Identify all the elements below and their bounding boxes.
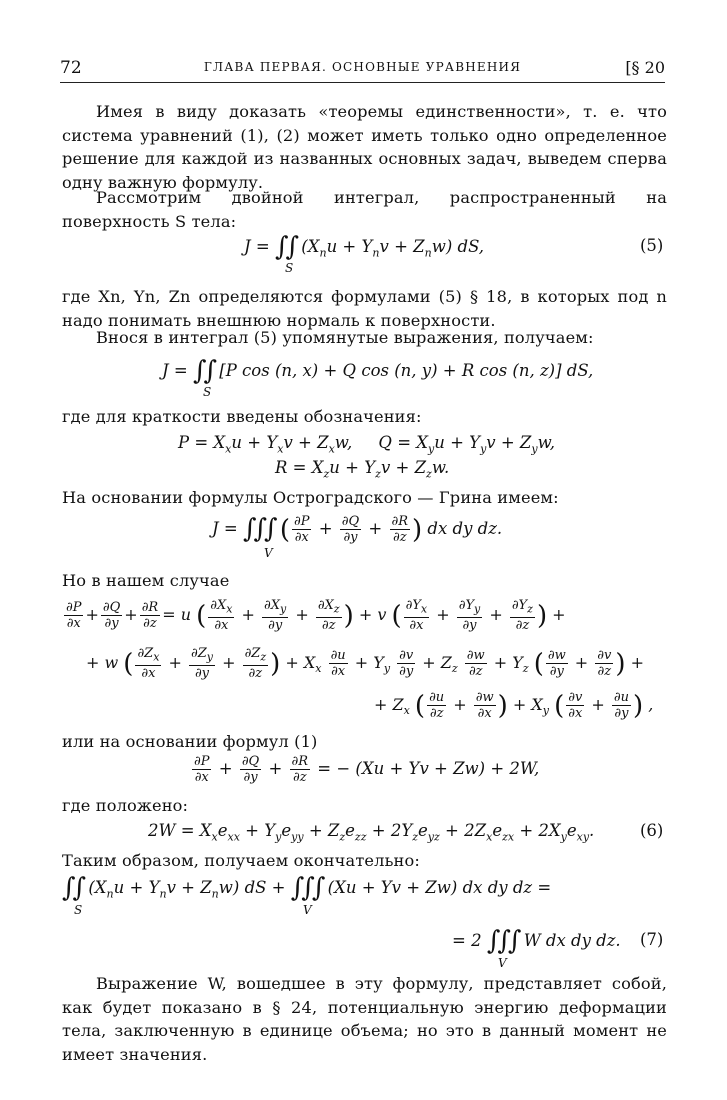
paragraph-notation: где для краткости введены обозначения: (62, 407, 422, 426)
surface-subscript: S (285, 261, 294, 275)
paragraph-energy: Выражение W, вошедшее в эту формулу, представляет собой, как будет показано в § 24, потенциальную энергию деформации тела, заключенную в единице объема; но это в данный момент не имеет значения. (62, 974, 667, 1064)
surface-subscript-3: S (74, 903, 83, 917)
volume-subscript: V (264, 546, 273, 560)
equation-7-line1: ∫∫ $(X_nu + Y_nv + Z_nw)$ dS + ∫∫∫ (Xu + Yv + Zw) dx dy dz = (62, 873, 552, 903)
paragraph-our-case: Но в нашем случае (62, 571, 230, 590)
equation-number-5: (5) (640, 236, 664, 255)
page-number: 72 (60, 58, 82, 78)
paragraph-intro: Имея в виду доказать «теоремы единственности», т. е. что система уравнений (1), (2) может иметь только одно определенное решение для каждой из названных основных задач, выведем сперва одну важную формулу. (62, 102, 667, 192)
paragraph-double-integral: Рассмотрим двойной интеграл, распространенный на поверхность S тела: (62, 188, 667, 231)
equation-7-line2: = 2 ∫∫∫ W dx dy dz. (452, 926, 621, 956)
equation-expansion-1: $\frac{\partial P}{\partial x}$ + $\frac{\partial Q}{\partial y}$ + $\frac{\partial R}{\partial z}$ = u ( $\frac{\partial X_x}{\partial x}$ + $\frac{\partial X_y}{\partial y}$ + $\frac{\partial X_z}{\partial z}$ ) + v ( $\frac{\partial Y_x}{\partial x}$ + $\frac{\partial Y_y}{\partial y}$ + $\frac{\partial Y_z}{\partial z}$ ) + (66, 598, 566, 633)
equation-r: $R = X_zu + Y_zv + Z_zw$. (275, 458, 450, 481)
section-ref: [§ 20 (625, 58, 665, 77)
paragraph-ostrogradsky: На основании формулы Остроградского — Грина имеем: (62, 488, 559, 507)
paragraph-put: где положено: (62, 796, 189, 815)
equation-6: $2W = X_xe_{xx} + Y_ye_{yy} + Z_ze_{zz} + 2Y_ze_{yz} + 2Z_xe_{zx} + 2X_ye_{xy}$. (148, 821, 595, 844)
paragraph-normal: где Xn, Yn, Zn определяются формулами (5) § 18, в которых под n надо понимать внешнюю нормаль к поверхности. (62, 287, 667, 330)
equation-number-7: (7) (640, 930, 664, 949)
equation-number-6: (6) (640, 821, 664, 840)
equation-cos: J = ∫∫ [P cos (n, x) + Q cos (n, y) + R cos (n, z)] dS, (162, 356, 594, 386)
equation-triple: J = ∫∫∫ ( $\frac{\partial P}{\partial x}$ + $\frac{\partial Q}{\partial y}$ + $\frac{\partial R}{\partial z}$ ) dx dy dz. (212, 514, 503, 545)
paragraph-substitution: Внося в интеграл (5) упомянутые выражения, получаем: (96, 328, 594, 347)
equation-pq: $P = X_xu + Y_xv + Z_xw$, $Q = X_yu + Y_yv + Z_yw$, (178, 433, 556, 456)
equation-expansion-2: + w ( $\frac{\partial Z_x}{\partial x}$ + $\frac{\partial Z_y}{\partial y}$ + $\frac{\partial Z_z}{\partial z}$ ) + $X_x$ $\frac{\partial u}{\partial x}$ + $Y_y$ $\frac{\partial v}{\partial y}$ + $Z_z$ $\frac{\partial w}{\partial z}$ + $Y_z$ ( $\frac{\partial w}{\partial y}$ + $\frac{\partial v}{\partial z}$ ) + (86, 646, 645, 681)
equation-5: J = ∫∫ $(X_nu + Y_nv + Z_nw)$ dS, (244, 232, 485, 262)
paragraph-finally: Таким образом, получаем окончательно: (62, 851, 420, 870)
volume-subscript-3: V (498, 956, 507, 970)
equation-expansion-3: + $Z_x$ ( $\frac{\partial u}{\partial z}$ + $\frac{\partial w}{\partial x}$ ) + $X_y$ ( $\frac{\partial v}{\partial x}$ + $\frac{\partial u}{\partial y}$ ) , (374, 690, 654, 721)
paragraph-formulas-1: или на основании формул (1) (62, 732, 318, 751)
equation-divergence: $\frac{\partial P}{\partial x}$ + $\frac{\partial Q}{\partial y}$ + $\frac{\partial R}{\partial z}$ = − (Xu + Yv + Zw) + 2W, (194, 754, 540, 785)
running-header (60, 58, 665, 83)
chapter-title: ГЛАВА ПЕРВАЯ. ОСНОВНЫЕ УРАВНЕНИЯ (203, 60, 522, 74)
surface-subscript-2: S (203, 385, 212, 399)
volume-subscript-2: V (303, 903, 312, 917)
